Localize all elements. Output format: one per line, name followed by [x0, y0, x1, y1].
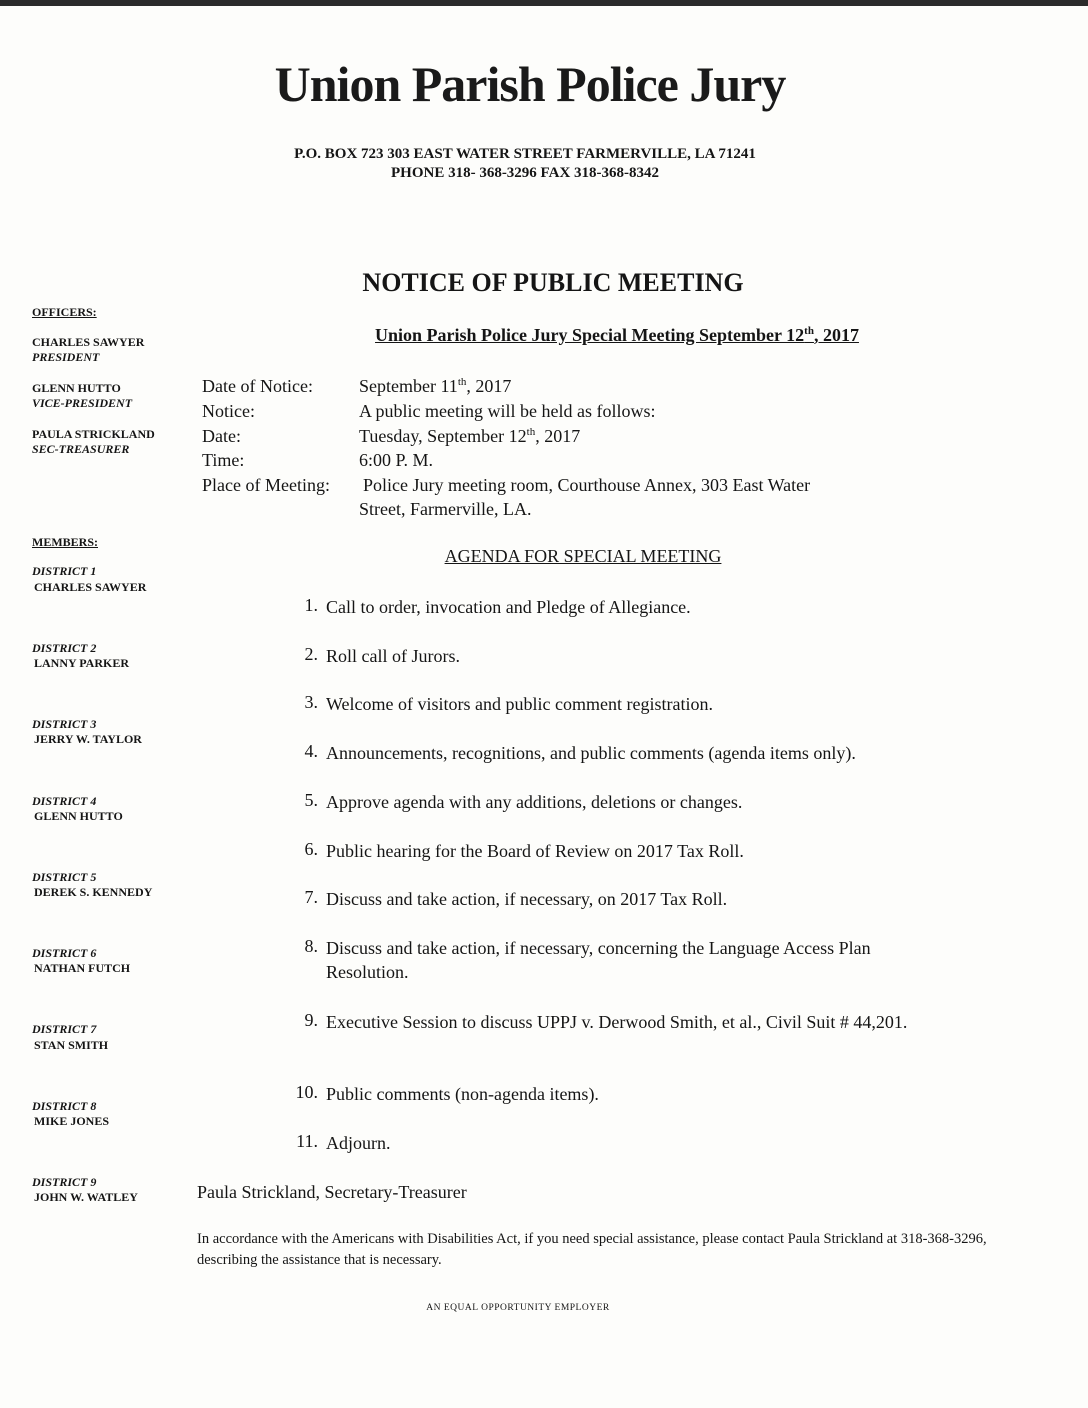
agenda-item-text: Discuss and take action, if necessary, concerning the Language Access Plan Resolution.: [326, 938, 871, 982]
meeting-title: Union Parish Police Jury Special Meeting September 12th, 2017: [375, 325, 859, 345]
agenda-item-number: 6.: [304, 839, 318, 859]
agenda-item-number: 5.: [304, 790, 318, 810]
officer-name: PAULA STRICKLAND: [32, 427, 155, 441]
agenda-item-text: Announcements, recognitions, and public comments (agenda items only).: [326, 743, 856, 763]
time-value: 6:00 P. M.: [359, 450, 434, 470]
member-name: LANNY PARKER: [34, 656, 129, 670]
date-label: Date:: [202, 426, 241, 446]
place-value-line-1: Police Jury meeting room, Courthouse Annex, 303 East Water: [363, 475, 811, 495]
agenda-item-number: 7.: [304, 887, 318, 907]
member-district: DISTRICT 5: [32, 870, 97, 884]
member-name: JOHN W. WATLEY: [34, 1190, 138, 1204]
member-name: DEREK S. KENNEDY: [34, 885, 153, 899]
agenda-item-text: Discuss and take action, if necessary, on 2017 Tax Roll.: [326, 889, 728, 909]
date-of-notice-value: September 11th, 2017: [359, 376, 512, 396]
member-name: MIKE JONES: [34, 1114, 110, 1128]
member-district: DISTRICT 4: [32, 794, 97, 808]
notice-label: Notice:: [202, 401, 255, 421]
officers-heading: OFFICERS:: [32, 305, 97, 319]
member-name: STAN SMITH: [34, 1038, 109, 1052]
member-district: DISTRICT 7: [32, 1022, 97, 1036]
date-value: Tuesday, September 12th, 2017: [359, 426, 581, 446]
member-district: DISTRICT 3: [32, 717, 97, 731]
scan-top-edge: [0, 0, 1088, 6]
agenda-item-number: 4.: [304, 741, 318, 761]
member-district: DISTRICT 6: [32, 946, 97, 960]
member-name: GLENN HUTTO: [34, 809, 123, 823]
member-district: DISTRICT 8: [32, 1099, 97, 1113]
place-label: Place of Meeting:: [202, 475, 330, 495]
member-district: DISTRICT 2: [32, 641, 97, 655]
agenda-item-text: Call to order, invocation and Pledge of Allegiance.: [326, 597, 691, 617]
agenda-item-number: 1.: [304, 595, 318, 615]
agenda-item-number: 10.: [295, 1082, 318, 1102]
notice-value: A public meeting will be held as follows:: [359, 401, 656, 421]
notice-heading: NOTICE OF PUBLIC MEETING: [362, 268, 744, 297]
officer-name: GLENN HUTTO: [32, 381, 121, 395]
signature-line: Paula Strickland, Secretary-Treasurer: [197, 1182, 467, 1202]
member-name: CHARLES SAWYER: [34, 580, 147, 594]
agenda-item-number: 2.: [304, 644, 318, 664]
agenda-item-number: 11.: [296, 1131, 318, 1151]
members-heading: MEMBERS:: [32, 535, 98, 549]
member-name: JERRY W. TAYLOR: [34, 732, 142, 746]
agenda-item-text: Adjourn.: [326, 1133, 391, 1153]
agenda-item-text: Approve agenda with any additions, deletions or changes.: [326, 792, 743, 812]
officer-title: SEC-TREASURER: [32, 442, 130, 456]
agenda-heading: AGENDA FOR SPECIAL MEETING: [444, 546, 722, 566]
agenda-item-text: Public hearing for the Board of Review on 2017 Tax Roll.: [326, 841, 744, 861]
letterhead-title: Union Parish Police Jury: [274, 56, 786, 112]
officer-name: CHARLES SAWYER: [32, 335, 145, 349]
address-line-1: P.O. BOX 723 303 EAST WATER STREET FARMERVILLE, LA 71241: [294, 146, 756, 162]
agenda-item-number: 3.: [304, 692, 318, 712]
agenda-item-text: Roll call of Jurors.: [326, 646, 460, 666]
member-district: DISTRICT 9: [32, 1175, 97, 1189]
agenda-item-number: 8.: [304, 936, 318, 956]
agenda-item-number: 9.: [304, 1010, 318, 1030]
agenda-item-text: Public comments (non-agenda items).: [326, 1084, 599, 1104]
time-label: Time:: [202, 450, 245, 470]
member-name: NATHAN FUTCH: [34, 961, 131, 975]
place-value-line-2: Street, Farmerville, LA.: [359, 499, 532, 519]
officer-title: VICE-PRESIDENT: [32, 396, 133, 410]
ada-notice: In accordance with the Americans with Disabilities Act, if you need special assistance, please contact Paula Strickland at 318-368-3296, describing the assistance that is necessary.: [197, 1231, 987, 1268]
agenda-item-text: Executive Session to discuss UPPJ v. Derwood Smith, et al., Civil Suit # 44,201.: [326, 1012, 908, 1032]
officer-title: PRESIDENT: [32, 350, 100, 364]
address-line-2: PHONE 318- 368-3296 FAX 318-368-8342: [390, 165, 660, 181]
footer-equal-opportunity: AN EQUAL OPPORTUNITY EMPLOYER: [426, 1303, 610, 1313]
agenda-item-text: Welcome of visitors and public comment registration.: [326, 694, 713, 714]
date-of-notice-label: Date of Notice:: [202, 376, 313, 396]
member-district: DISTRICT 1: [32, 564, 97, 578]
